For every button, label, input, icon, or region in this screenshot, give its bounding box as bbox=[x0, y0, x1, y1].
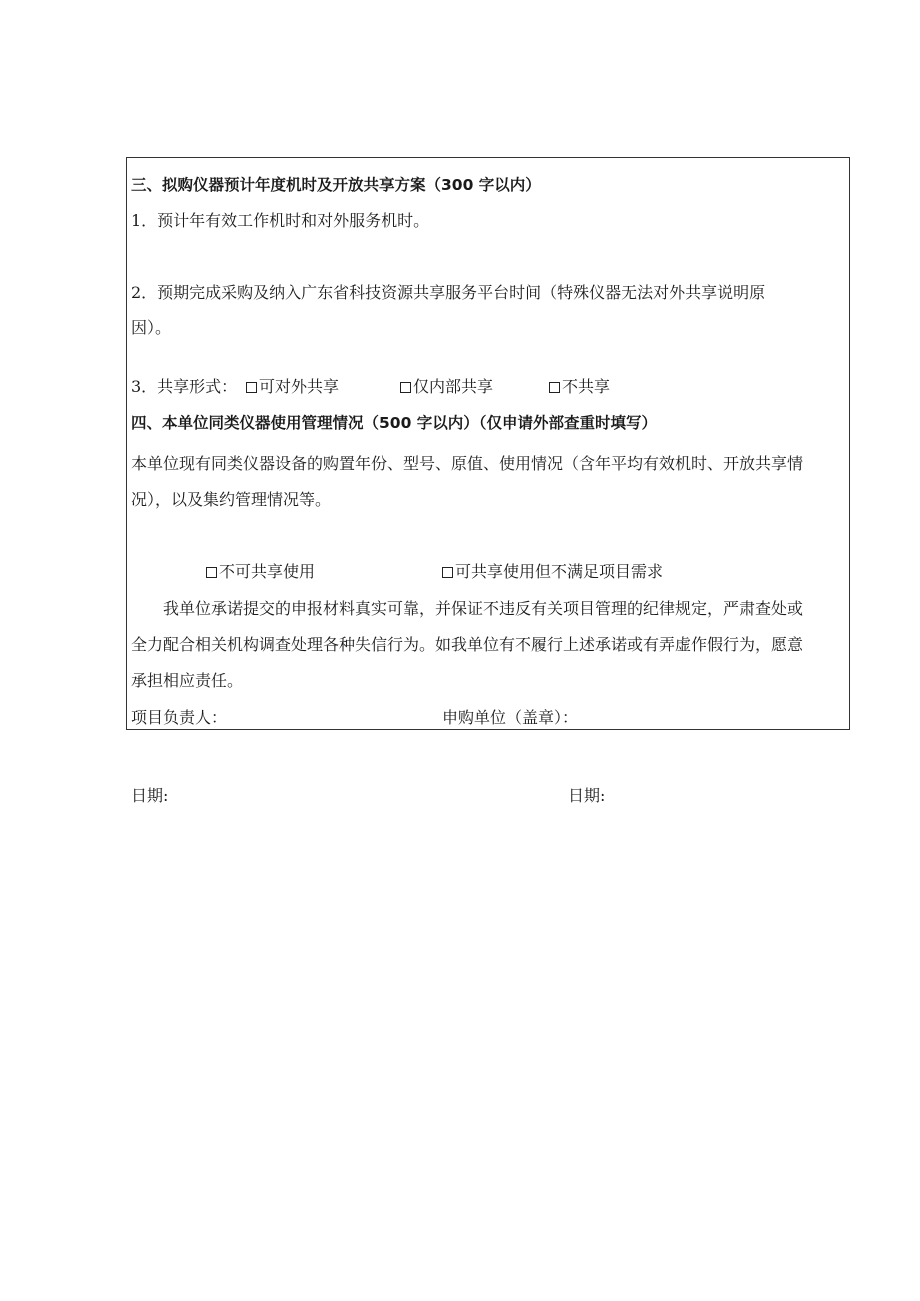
option-shareable-insufficient[interactable]: 可共享使用但不满足项目需求 bbox=[442, 562, 663, 582]
sharing-option-internal[interactable]: 仅内部共享 bbox=[400, 377, 493, 397]
sharing-option-none[interactable]: 不共享 bbox=[549, 377, 610, 397]
pledge-line3: 承担相应责任。 bbox=[131, 671, 244, 690]
section3-heading: 三、拟购仪器预计年度机时及开放共享方案（300 字以内） bbox=[131, 176, 541, 194]
project-leader-label: 项目负责人： bbox=[131, 708, 228, 727]
section3-item2-line1: 2．预期完成采购及纳入广东省科技资源共享服务平台时间（特殊仪器无法对外共享说明原 bbox=[131, 283, 766, 302]
section3-item1: 1．预计年有效工作机时和对外服务机时。 bbox=[131, 211, 430, 230]
date-right-label: 日期: bbox=[568, 786, 606, 805]
sharing-option-external[interactable]: 可对外共享 bbox=[246, 377, 339, 397]
section4-desc-line1: 本单位现有同类仪器设备的购置年份、型号、原值、使用情况（含年平均有效机时、开放共享情 bbox=[131, 454, 804, 473]
checkbox-icon[interactable] bbox=[549, 382, 560, 393]
checkbox-icon[interactable] bbox=[206, 567, 217, 578]
date-left-label: 日期: bbox=[131, 786, 169, 805]
pledge-line1: 我单位承诺提交的申报材料真实可靠，并保证不违反有关项目管理的纪律规定，严肃查处或 bbox=[163, 599, 804, 618]
checkbox-icon[interactable] bbox=[400, 382, 411, 393]
pledge-line2: 全力配合相关机构调查处理各种失信行为。如我单位有不履行上述承诺或有弄虚作假行为，愿意 bbox=[131, 635, 804, 654]
option-not-shareable[interactable]: 不可共享使用 bbox=[206, 562, 315, 582]
section3-item2-line2: 因）。 bbox=[131, 318, 172, 337]
checkbox-icon[interactable] bbox=[442, 567, 453, 578]
section4-heading: 四、本单位同类仪器使用管理情况（500 字以内）（仅申请外部查重时填写） bbox=[131, 414, 658, 432]
section4-desc-line2: 况），以及集约管理情况等。 bbox=[131, 490, 332, 509]
section3-item3 bbox=[131, 377, 237, 397]
checkbox-icon[interactable] bbox=[246, 382, 257, 393]
sharing-form-label: 3．共享形式： bbox=[131, 377, 238, 396]
applicant-unit-label: 申购单位（盖章）： bbox=[442, 708, 579, 727]
